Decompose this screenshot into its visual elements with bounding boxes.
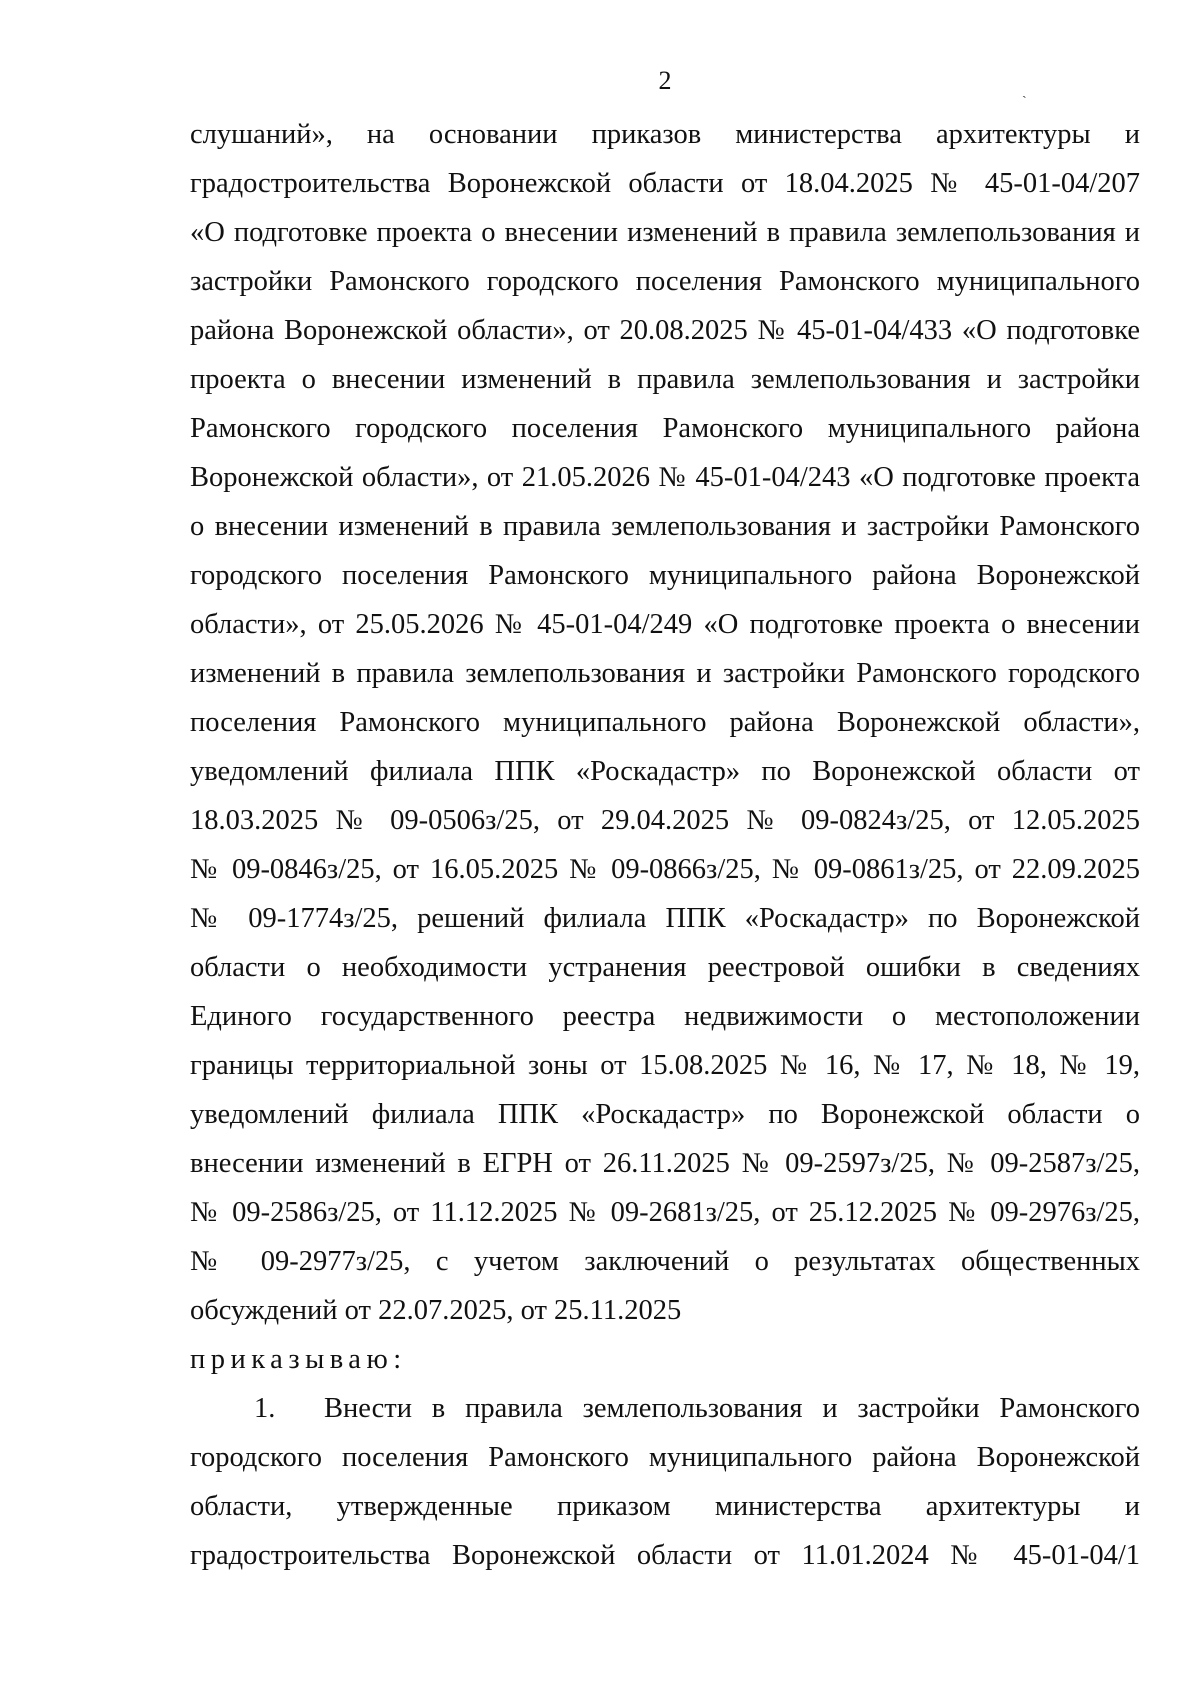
preamble-line: области о необходимости устранения реестровой ошибки в сведениях	[190, 952, 1140, 983]
preamble-line: Единого государственного реестра недвижимости о местоположении	[190, 1001, 1140, 1032]
preamble-line: изменений в правила землепользования и застройки Рамонского городского	[190, 658, 1140, 689]
preamble-line: внесении изменений в ЕГРН от 26.11.2025 № 09-2597з/25, № 09-2587з/25,	[190, 1148, 1140, 1179]
preamble-line: застройки Рамонского городского поселения Рамонского муниципального	[190, 266, 1140, 297]
preamble-line: Воронежской области», от 21.05.2026 № 45-01-04/243 «О подготовке проекта	[190, 462, 1140, 493]
preamble-line: проекта о внесении изменений в правила землепользования и застройки	[190, 364, 1140, 395]
preamble-line: «О подготовке проекта о внесении изменений в правила землепользования и	[190, 217, 1140, 248]
preamble-line: № 09-0846з/25, от 16.05.2025 № 09-0866з/25, № 09-0861з/25, от 22.09.2025	[190, 854, 1140, 885]
item-line: городского поселения Рамонского муниципального района Воронежской	[190, 1442, 1140, 1473]
item-line: Внести в правила землепользования и застройки Рамонского	[324, 1393, 1140, 1424]
preamble-line: № 09-2977з/25, с учетом заключений о результатах общественных	[190, 1246, 1140, 1277]
preamble-line: городского поселения Рамонского муниципального района Воронежской	[190, 560, 1140, 591]
item-number: 1.	[254, 1393, 276, 1424]
preamble-line: слушаний», на основании приказов министерства архитектуры и	[190, 119, 1140, 150]
preamble-line: № 09-1774з/25, решений филиала ППК «Роскадастр» по Воронежской	[190, 903, 1140, 934]
item-line: градостроительства Воронежской области от 11.01.2024 № 45-01-04/1	[190, 1540, 1140, 1571]
preamble-line: границы территориальной зоны от 15.08.2025 № 16, № 17, № 18, № 19,	[190, 1050, 1140, 1081]
item-1-first-line	[190, 1384, 1140, 1433]
page-number: 2	[658, 66, 672, 95]
preamble-line: района Воронежской области», от 20.08.2025 № 45-01-04/433 «О подготовке	[190, 315, 1140, 346]
preamble-line: уведомлений филиала ППК «Роскадастр» по Воронежской области о	[190, 1099, 1140, 1130]
scan-mark: ˏ	[1022, 84, 1027, 99]
item-line: области, утвержденные приказом министерства архитектуры и	[190, 1491, 1140, 1522]
preamble-line: № 09-2586з/25, от 11.12.2025 № 09-2681з/25, от 25.12.2025 № 09-2976з/25,	[190, 1197, 1140, 1228]
preamble-line: области», от 25.05.2026 № 45-01-04/249 «О подготовке проекта о внесении	[190, 609, 1140, 640]
order-word: приказываю:	[190, 1344, 407, 1375]
preamble-line: 18.03.2025 № 09-0506з/25, от 29.04.2025 № 09-0824з/25, от 12.05.2025	[190, 805, 1140, 836]
preamble-line: Рамонского городского поселения Рамонского муниципального района	[190, 413, 1140, 444]
preamble-line: уведомлений филиала ППК «Роскадастр» по Воронежской области от	[190, 756, 1140, 787]
preamble-line: градостроительства Воронежской области от 18.04.2025 № 45-01-04/207	[190, 168, 1140, 199]
document-body	[190, 110, 1140, 1580]
preamble-line: обсуждений от 22.07.2025, от 25.11.2025	[190, 1295, 682, 1326]
preamble-line: поселения Рамонского муниципального района Воронежской области»,	[190, 707, 1140, 738]
preamble-line: о внесении изменений в правила землепользования и застройки Рамонского	[190, 511, 1140, 542]
